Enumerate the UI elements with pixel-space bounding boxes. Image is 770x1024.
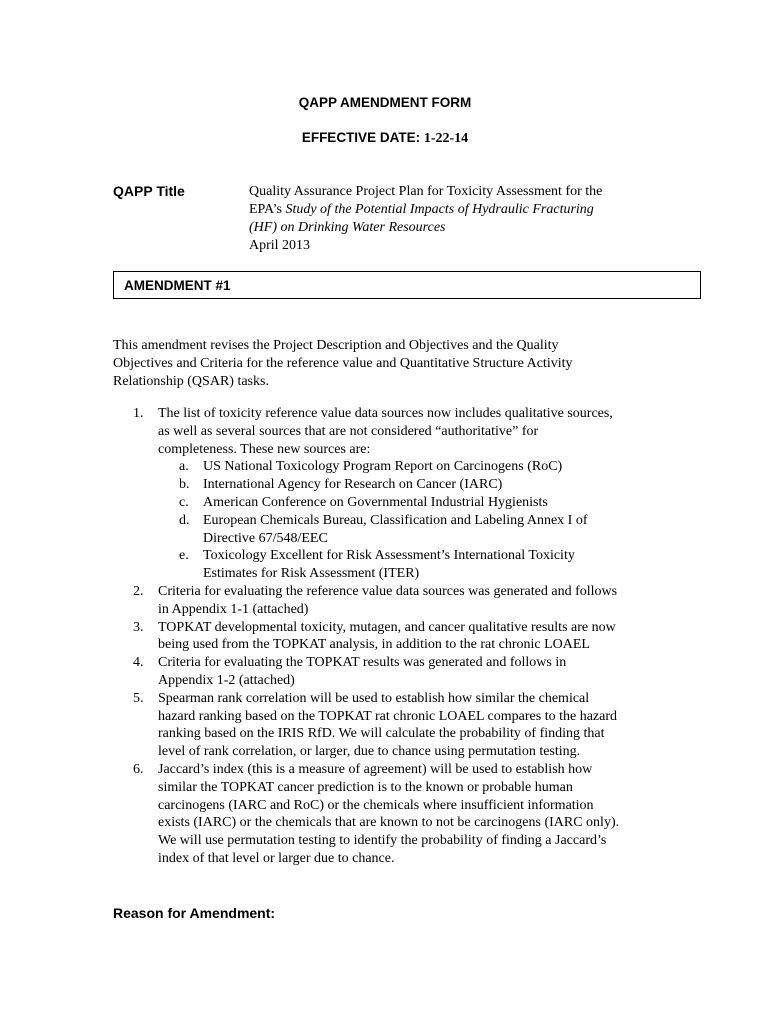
qapp-title-italic: Study of the Potential Impacts of Hydraulic Fracturing	[285, 202, 594, 217]
sub-item-line: American Conference on Governmental Industrial Hygienists	[203, 494, 548, 510]
effective-date-value: 1-22-14	[423, 131, 469, 146]
qapp-title-line: Quality Assurance Project Plan for Toxicity Assessment for the	[249, 184, 603, 199]
form-title: QAPP AMENDMENT FORM	[298, 95, 472, 110]
sub-list-item	[158, 547, 673, 583]
list-item-line: being used from the TOPKAT analysis, in addition to the rat chronic LOAEL	[158, 637, 590, 653]
list-item-number: 5.	[133, 690, 144, 706]
list-item-line: Jaccard’s index (this is a measure of agreement) will be used to establish how	[158, 761, 593, 777]
qapp-title-line	[249, 201, 669, 219]
sub-list-item	[158, 476, 673, 494]
list-item-line: Criteria for evaluating the reference value data sources was generated and follows	[158, 583, 618, 599]
list-item	[113, 654, 673, 690]
qapp-title-value	[249, 183, 669, 255]
effective-date	[0, 130, 770, 147]
list-item	[113, 583, 673, 619]
list-item-number: 1.	[133, 406, 144, 421]
sub-item-line: Directive 67/548/EEC	[203, 530, 328, 546]
sub-item-letter: b.	[179, 477, 190, 493]
list-item-line: Criteria for evaluating the TOPKAT results was generated and follows in	[158, 655, 567, 671]
sub-list-item	[158, 512, 673, 548]
list-item-line: The list of toxicity reference value data sources now includes qualitative sources,	[158, 406, 613, 421]
list-item-number: 4.	[133, 655, 144, 671]
sub-item-letter: a.	[179, 459, 189, 475]
sub-item-letter: e.	[179, 548, 189, 564]
list-item-line: index of that level or larger due to chance.	[158, 850, 395, 866]
list-item	[113, 690, 673, 761]
list-item-line: carcinogens (IARC and RoC) or the chemicals where insufficient information	[158, 797, 594, 813]
list-item-line: exists (IARC) or the chemicals that are known to not be carcinogens (IARC only).	[158, 815, 620, 831]
list-item-line: ranking based on the IRIS RfD. We will calculate the probability of finding that	[158, 726, 605, 742]
list-item-line: Spearman rank correlation will be used to establish how similar the chemical	[158, 690, 590, 706]
list-item-line: hazard ranking based on the TOPKAT rat chronic LOAEL compares to the hazard	[158, 708, 617, 724]
list-item	[113, 619, 673, 655]
sub-item-line: US National Toxicology Program Report on Carcinogens (RoC)	[203, 459, 563, 475]
effective-date-label: EFFECTIVE DATE:	[301, 130, 421, 145]
intro-line: Objectives and Criteria for the reference value and Quantitative Structure Activity	[113, 356, 573, 371]
intro-line: This amendment revises the Project Description and Objectives and the Quality	[113, 338, 559, 353]
list-item-line: level of rank correlation, or larger, due to chance using permutation testing.	[158, 744, 581, 760]
list-item-line: in Appendix 1-1 (attached)	[158, 601, 309, 617]
list-item	[113, 405, 673, 583]
list-item-line: We will use permutation testing to identify the probability of finding a Jaccard’s	[158, 833, 607, 849]
sub-item-line: European Chemicals Bureau, Classification and Labeling Annex I of	[203, 512, 588, 528]
sub-item-line: Toxicology Excellent for Risk Assessment’s International Toxicity	[203, 548, 575, 564]
list-item	[113, 761, 673, 868]
qapp-title-label: QAPP Title	[113, 183, 185, 199]
reason-for-amendment-heading: Reason for Amendment:	[113, 905, 276, 921]
qapp-title-prefix: EPA’s	[249, 202, 286, 217]
sub-item-letter: d.	[179, 512, 190, 528]
sub-item-letter: c.	[179, 494, 189, 510]
qapp-title-italic: (HF) on Drinking Water Resources	[249, 220, 446, 235]
list-item-line: TOPKAT developmental toxicity, mutagen, and cancer qualitative results are now	[158, 619, 616, 635]
list-item-line: completeness. These new sources are:	[158, 441, 371, 457]
sub-list-item	[158, 458, 673, 476]
qapp-title-date: April 2013	[249, 238, 311, 253]
intro-paragraph	[113, 337, 673, 391]
amendment-list	[113, 405, 673, 868]
sub-list-item	[158, 494, 673, 512]
list-item-line: as well as several sources that are not considered “authoritative” for	[158, 423, 539, 439]
sub-item-line: International Agency for Research on Cancer (IARC)	[203, 477, 503, 493]
amendment-box	[113, 271, 701, 299]
list-item-number: 2.	[133, 583, 144, 599]
list-item-line: Appendix 1-2 (attached)	[158, 672, 295, 688]
qapp-title-line	[249, 219, 669, 237]
sub-item-line: Estimates for Risk Assessment (ITER)	[203, 566, 420, 582]
intro-line: Relationship (QSAR) tasks.	[113, 374, 269, 389]
list-item-number: 3.	[133, 619, 144, 635]
amendment-number: AMENDMENT #1	[124, 278, 231, 293]
list-item-number: 6.	[133, 761, 144, 777]
list-item-line: similar the TOPKAT cancer prediction is to the known or probable human	[158, 779, 573, 795]
